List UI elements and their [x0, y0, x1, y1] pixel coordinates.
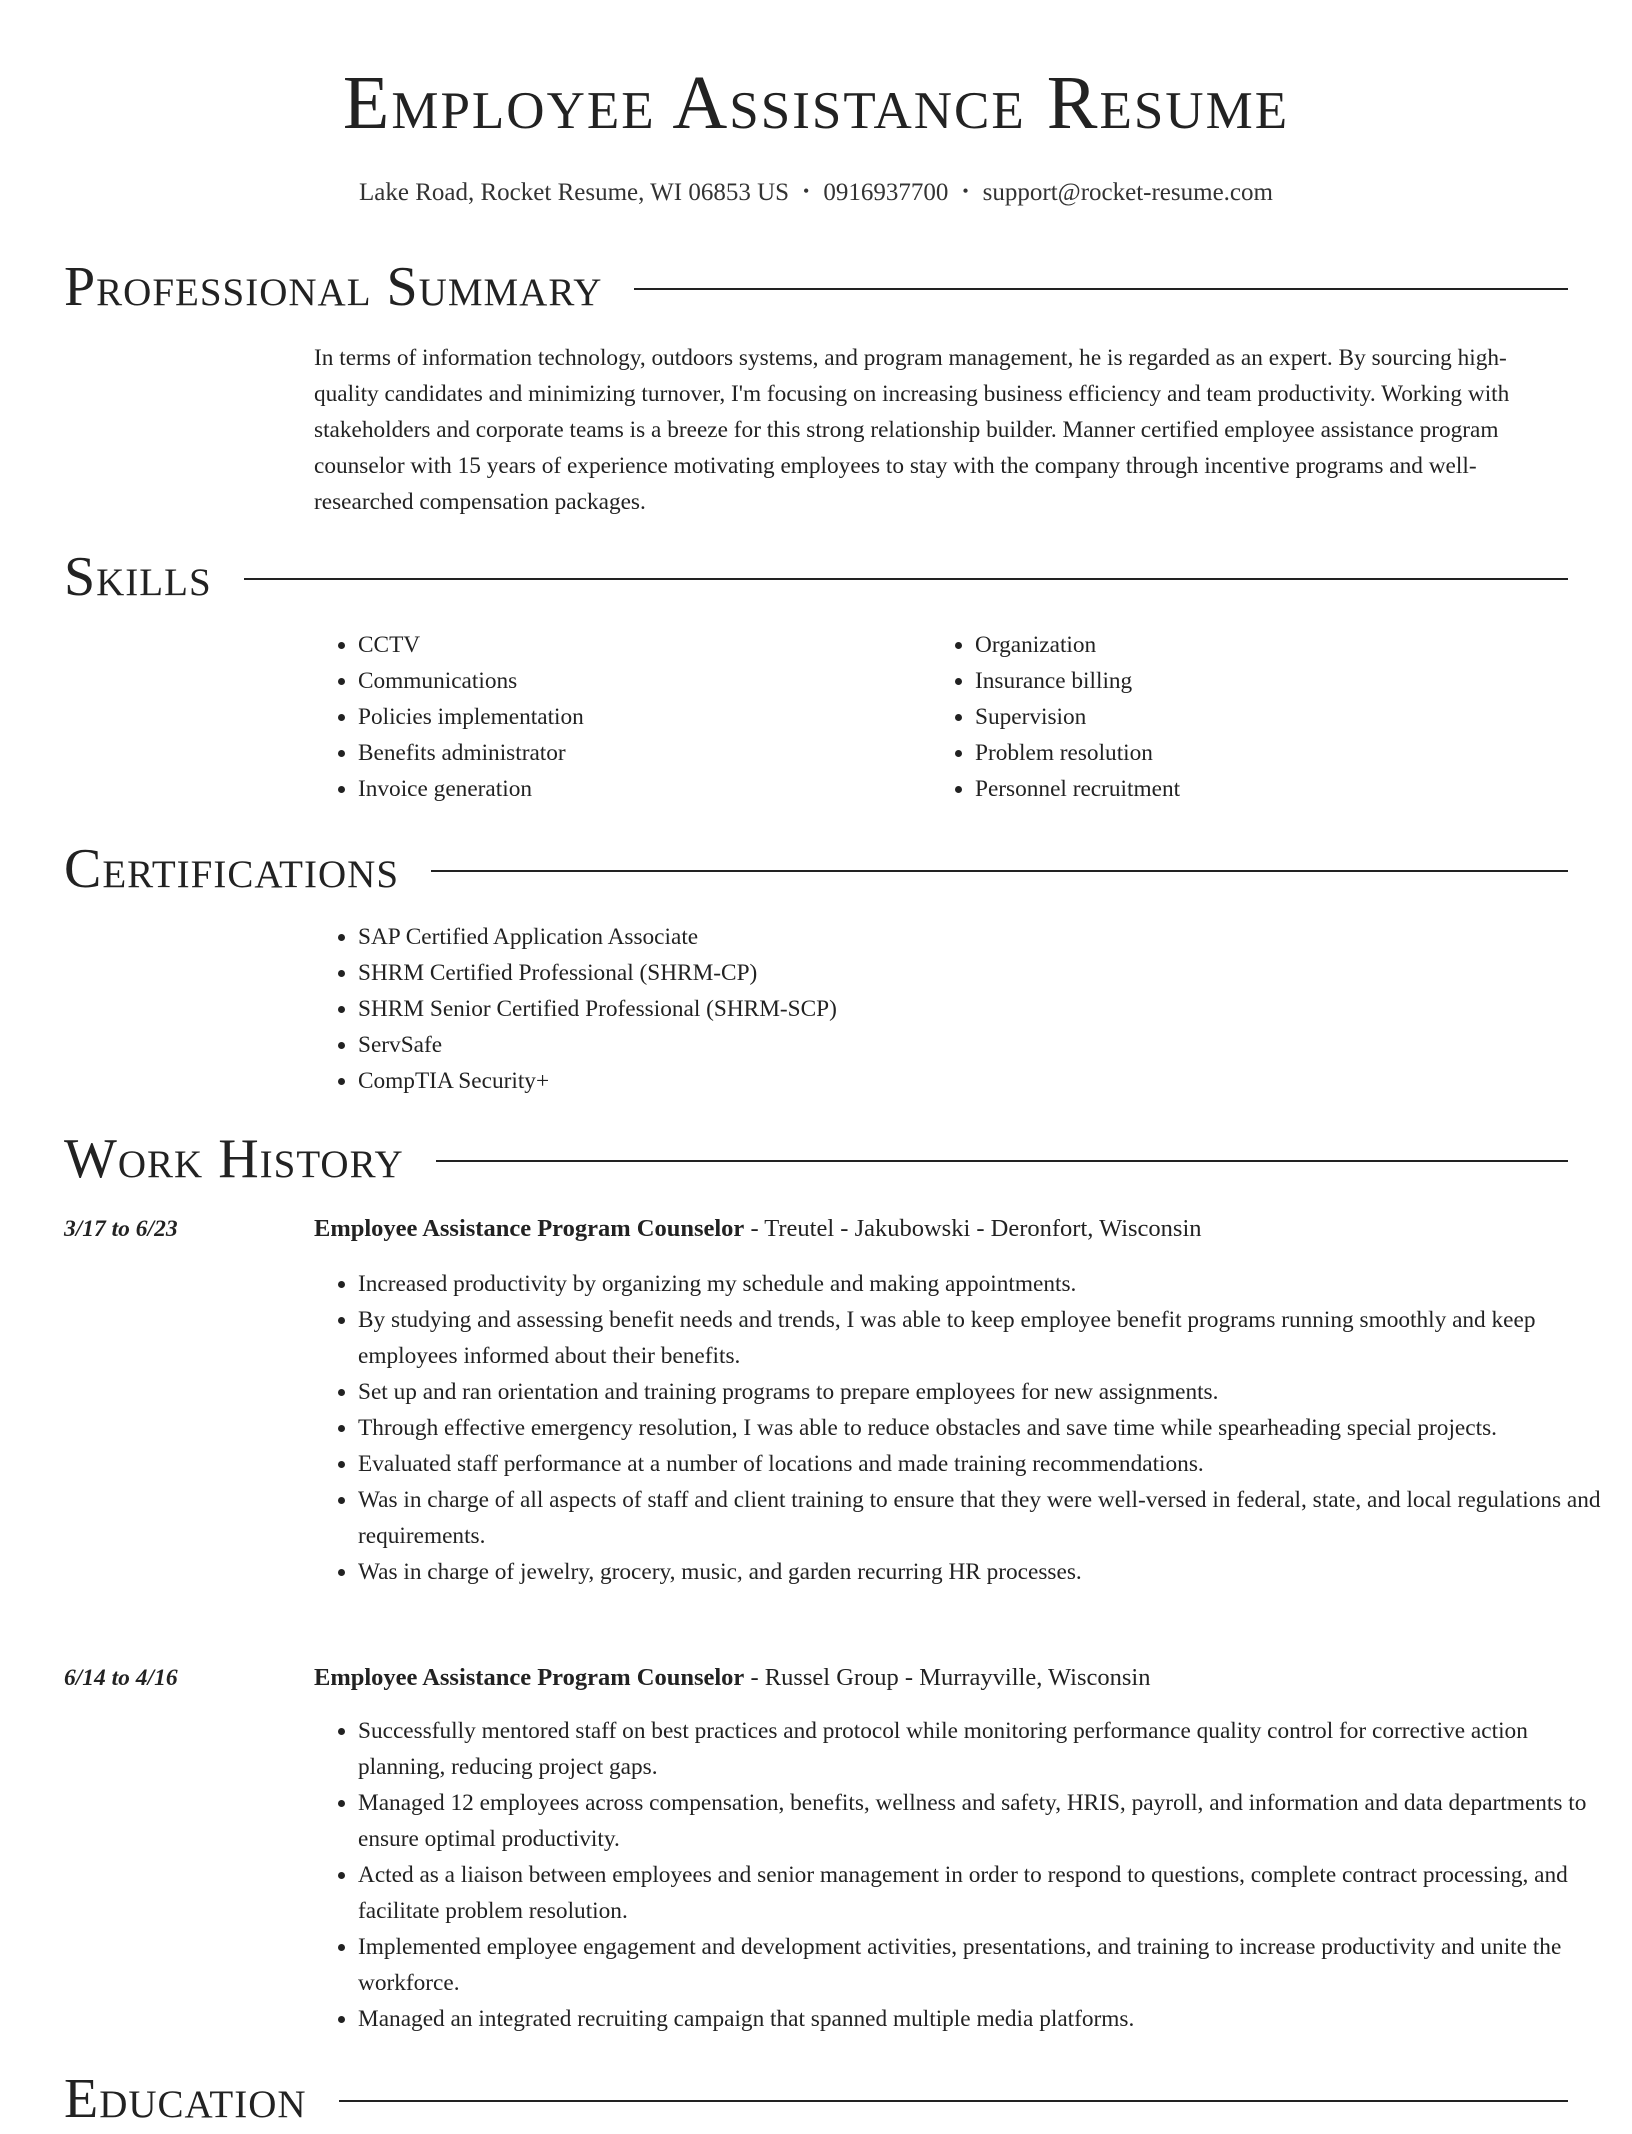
- certification-item: • SHRM Certified Professional (SHRM-CP): [358, 955, 837, 991]
- job-bullet: • Through effective emergency resolution, I was able to reduce obstacles and save time while spearheading special projects.: [358, 1410, 1612, 1446]
- certification-item: • SAP Certified Application Associate: [358, 919, 837, 955]
- summary-section-header: [64, 252, 1568, 322]
- section-title-skills: Skills: [64, 546, 212, 608]
- skill-item: • Organization: [975, 627, 1180, 663]
- contact-email: support@rocket-resume.com: [982, 179, 1273, 206]
- job-bullet: • Successfully mentored staff on best practices and protocol while monitoring performance quality control for corrective action planning, reducing project gaps.: [358, 1713, 1612, 1785]
- skills-section-header: [64, 542, 1568, 612]
- job-bullet: • Managed an integrated recruiting campaign that spanned multiple media platforms.: [358, 2001, 1612, 2037]
- skill-item: • Personnel recruitment: [975, 771, 1180, 807]
- job-title-line: [314, 1661, 1150, 1695]
- skill-item: • Problem resolution: [975, 735, 1180, 771]
- contact-address: Lake Road, Rocket Resume, WI 06853 US: [359, 179, 790, 206]
- job-bullet: • Managed 12 employees across compensation, benefits, wellness and safety, HRIS, payroll, and information and data departments to ensure optimal productivity.: [358, 1785, 1612, 1857]
- skills-list-left: [314, 627, 584, 807]
- certification-item: • CompTIA Security+: [358, 1063, 837, 1099]
- job-bullet: • By studying and assessing benefit needs and trends, I was able to keep employee benefit programs running smoothly and keep employees informed about their benefits.: [358, 1302, 1612, 1374]
- job-dates: 3/17 to 6/23: [64, 1216, 178, 1242]
- job-dates: 6/14 to 4/16: [64, 1665, 178, 1691]
- section-divider: [436, 1160, 1568, 1162]
- contact-line: [0, 176, 1632, 208]
- certification-item: • SHRM Senior Certified Professional (SHRM-SCP): [358, 991, 837, 1027]
- certification-item: • ServSafe: [358, 1027, 837, 1063]
- contact-separator: •: [803, 181, 810, 201]
- job-bullet: • Increased productivity by organizing my schedule and making appointments.: [358, 1266, 1612, 1302]
- job-employer: - Russel Group - Murrayville, Wisconsin: [744, 1664, 1151, 1691]
- job-bullets: [314, 1713, 1612, 2037]
- job-bullet: • Set up and ran orientation and training programs to prepare employees for new assignments.: [358, 1374, 1612, 1410]
- job-bullets: [314, 1266, 1612, 1590]
- skill-item: • Benefits administrator: [358, 735, 584, 771]
- job-title-line: [314, 1212, 1202, 1246]
- job-employer: - Treutel - Jakubowski - Deronfort, Wisconsin: [744, 1215, 1202, 1242]
- skill-item: • Policies implementation: [358, 699, 584, 735]
- section-divider: [634, 288, 1568, 290]
- job-role: Employee Assistance Program Counselor: [314, 1215, 745, 1242]
- education-section-header: [64, 2064, 1568, 2134]
- job-bullet: • Was in charge of all aspects of staff and client training to ensure that they were well-versed in federal, state, and local regulations and requirements.: [358, 1482, 1612, 1554]
- skills-list-right: [931, 627, 1180, 807]
- skill-item: • CCTV: [358, 627, 584, 663]
- contact-separator: •: [962, 181, 969, 201]
- section-divider: [339, 2100, 1568, 2102]
- summary-text: In terms of information technology, outdoors systems, and program management, he is regarded as an expert. By sourcing high-quality candidates and minimizing turnover, I'm focusing on increasing business efficiency and team productivity. Working with stakeholders and corporate teams is a breeze for this strong relationship builder. Manner certified employee assistance program counselor with 15 years of experience motivating employees to stay with the company through incentive programs and well-researched compensation packages.: [314, 345, 1510, 515]
- job-bullet: • Implemented employee engagement and development activities, presentations, and training to increase productivity and unite the workforce.: [358, 1929, 1612, 2001]
- section-divider: [244, 578, 1568, 580]
- section-title-certifications: Certifications: [64, 838, 400, 900]
- certifications-list: [314, 919, 837, 1099]
- skill-item: • Invoice generation: [358, 771, 584, 807]
- job-bullet: • Evaluated staff performance at a number of locations and made training recommendations.: [358, 1446, 1612, 1482]
- section-title-summary: Professional Summary: [64, 256, 603, 318]
- section-divider: [431, 870, 1568, 872]
- job-bullet: • Was in charge of jewelry, grocery, music, and garden recurring HR processes.: [358, 1554, 1612, 1590]
- contact-phone: 0916937700: [823, 179, 949, 206]
- work-section-header: [64, 1124, 1568, 1194]
- section-title-work: Work History: [64, 1128, 404, 1190]
- job-role: Employee Assistance Program Counselor: [314, 1664, 745, 1691]
- certifications-section-header: [64, 834, 1568, 904]
- section-title-education: Education: [64, 2068, 307, 2130]
- skill-item: • Communications: [358, 663, 584, 699]
- resume-name: Employee Assistance Resume: [342, 61, 1290, 145]
- skill-item: • Supervision: [975, 699, 1180, 735]
- job-bullet: • Acted as a liaison between employees and senior management in order to respond to questions, complete contract processing, and facilitate problem resolution.: [358, 1857, 1612, 1929]
- skill-item: • Insurance billing: [975, 663, 1180, 699]
